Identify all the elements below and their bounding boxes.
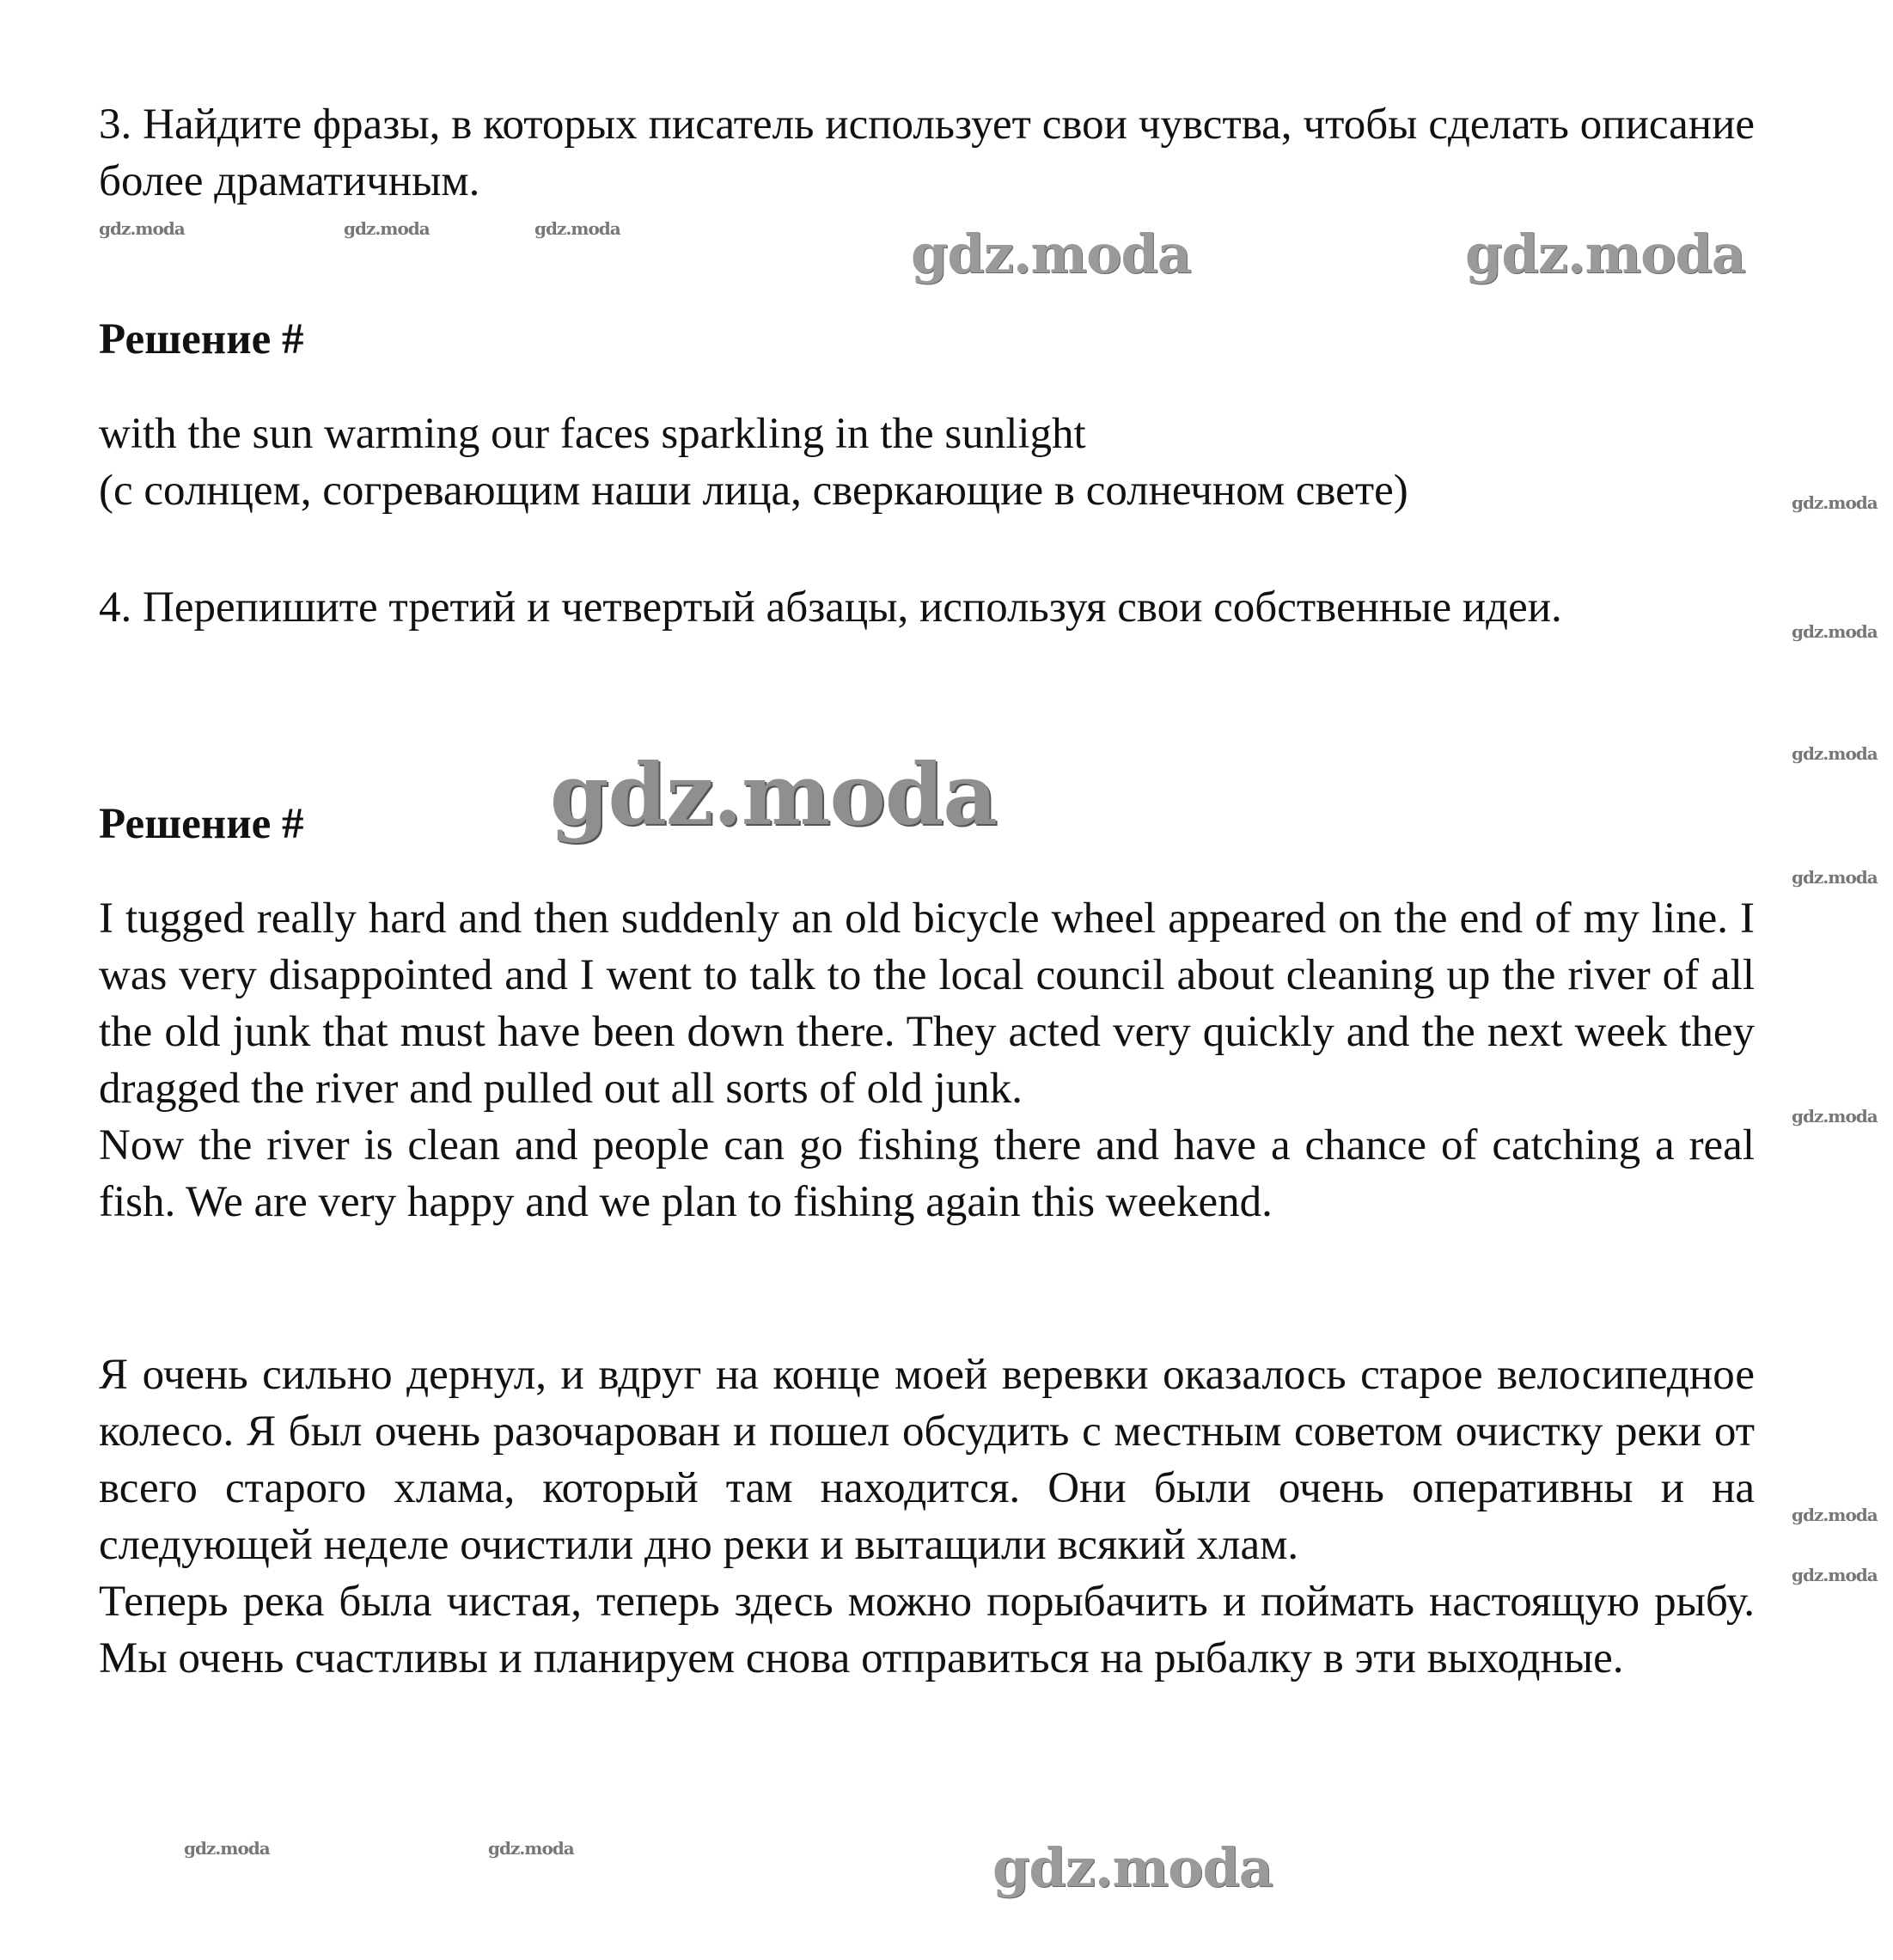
watermark: gdz.moda xyxy=(344,218,430,239)
paragraph: Now the river is clean and people can go fishing there and have a chance of catching a real fish. We are very happy and we plan to fishing again this weekend. xyxy=(99,1121,1755,1226)
watermark: gdz.moda xyxy=(992,1836,1273,1899)
watermark: gdz.moda xyxy=(1792,743,1878,764)
watermark: gdz.moda xyxy=(488,1838,574,1859)
task4-answer-en xyxy=(99,890,1755,1230)
paragraph: Я очень сильно дернул, и вдруг на конце моей веревки оказалось старое велосипедное колесо. Я был очень разочарован и пошел обсудить с местным советом очистку реки от всего старого хлама, который там находится. Они были очень оперативны и на следующей неделе очистили дно реки и вытащили всякий хлам. xyxy=(99,1351,1755,1569)
watermark: gdz.moda xyxy=(1792,1106,1878,1127)
watermark: gdz.moda xyxy=(1792,621,1878,642)
task4-answer-ru xyxy=(99,1346,1755,1687)
watermark: gdz.moda xyxy=(550,746,997,845)
watermark: gdz.moda xyxy=(534,218,620,239)
answer-en: with the sun warming our faces sparkling in the sunlight xyxy=(99,410,1086,458)
task4-question: 4. Перепишите третий и четвертый абзацы, используя свои собственные идеи. xyxy=(99,583,1562,632)
paragraph: Теперь река была чистая, теперь здесь можно порыбачить и поймать настоящую рыбу. Мы очень счастливы и планируем снова отправиться на рыбалку в эти выходные. xyxy=(99,1578,1755,1682)
watermark: gdz.moda xyxy=(1792,867,1878,888)
watermark: gdz.moda xyxy=(184,1838,270,1859)
answer-ru: (с солнцем, согревающим наши лица, сверкающие в солнечном свете) xyxy=(99,467,1408,515)
task3-question: 3. Найдите фразы, в которых писатель использует свои чувства, чтобы сделать описание более драматичным. xyxy=(99,101,1755,205)
task3-solution-heading: Решение # xyxy=(99,315,304,363)
watermark: gdz.moda xyxy=(1792,1505,1878,1525)
paragraph: I tugged really hard and then suddenly an old bicycle wheel appeared on the end of my line. I was very disappointed and I went to talk to the local council about cleaning up the river of all the old junk that must have been down there. They acted very quickly and the next week they dragged the river and pulled out all sorts of old junk. xyxy=(99,895,1755,1113)
watermark: gdz.moda xyxy=(1792,492,1878,513)
watermark: gdz.moda xyxy=(1465,223,1745,285)
watermark: gdz.moda xyxy=(911,223,1191,285)
task4-solution-heading: Решение # xyxy=(99,800,304,848)
watermark: gdz.moda xyxy=(1792,1565,1878,1585)
watermark: gdz.moda xyxy=(99,218,185,239)
task3-answer xyxy=(99,406,1755,519)
